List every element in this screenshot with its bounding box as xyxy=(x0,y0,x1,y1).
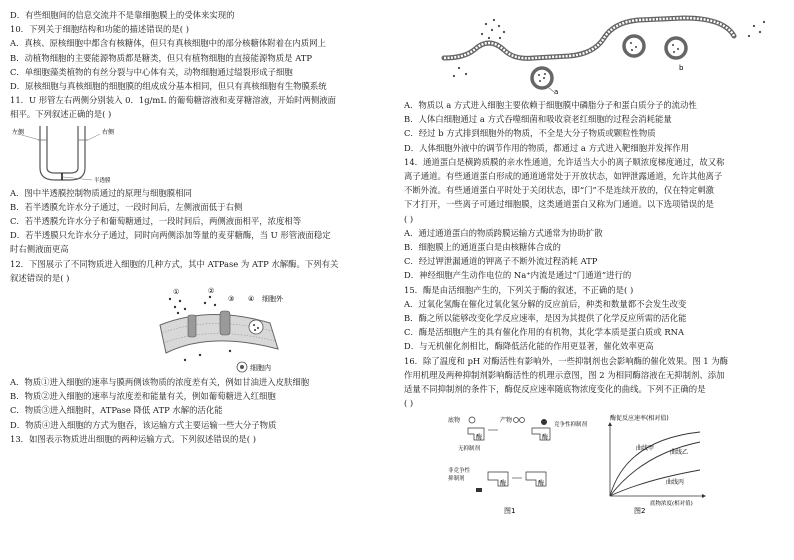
fig1-noncompetitive-label-2: 抑制剂 xyxy=(448,476,465,483)
q11-option-d-line1: D．若半透膜只允许水分子通过，同时向两侧添加等量的麦芽糖酶，当 U 形管液面稳定 xyxy=(10,230,331,241)
transport-label-4: ④ xyxy=(248,295,255,304)
q14-option-b: B．细胞膜上的通道蛋白是由核糖体合成的 xyxy=(404,242,561,253)
q15-option-c: C．酶是活细胞产生的具有催化作用的有机物，其化学本质是蛋白质或 RNA xyxy=(404,327,684,338)
q11-stem-line2: 相平。下列叙述正确的是( ) xyxy=(10,109,112,120)
q14-stem-line1: 14．通道蛋白是横跨质膜的亲水性通道，允许适当大小的离子顺浓度梯度通过，故又称 xyxy=(404,156,725,167)
fig1-caption: 图1 xyxy=(504,507,516,516)
q14-option-d: D．神经细胞产生动作电位的 Na⁺内流是通过“门通道”进行的 xyxy=(404,270,632,281)
right-column xyxy=(404,8,786,518)
q12-option-a: A．物质①进入细胞的速率与膜两侧该物质的浓度差有关，例如甘油进入皮肤细胞 xyxy=(10,377,310,388)
q10-stem: 10．下列关于细胞结构和功能的描述错误的是( ) xyxy=(10,24,189,35)
fig2-curve-b-label: 曲线乙 xyxy=(670,449,689,457)
transport-label-3: ③ xyxy=(228,295,235,304)
q15-stem: 15．酶是由活细胞产生的，下列关于酶的叙述，不正确的是( ) xyxy=(404,284,634,295)
fig2-curve-c-label: 曲线丙 xyxy=(666,479,685,487)
fig2-caption: 图2 xyxy=(634,507,646,516)
q12-stem-line2: 叙述错误的是( ) xyxy=(10,272,70,283)
q14-stem-line4: 下才打开，一些离子可通过细胞膜，这类通道蛋白又称为门通道。以下选项错误的是 xyxy=(404,199,714,210)
q12-stem-line1: 12．下图展示了不同物质进入细胞的几种方式，其中 ATPase 为 ATP 水解酶。下列有关 xyxy=(10,258,339,269)
fig1-enzyme-label-4: 酶 xyxy=(538,480,545,488)
q11-option-b: B．若半透膜允许水分子通过，一段时间后，左侧液面低于右侧 xyxy=(10,201,243,212)
q15-option-a: A．过氧化氢酶在催化过氧化氢分解的反应前后，种类和数量都不会发生改变 xyxy=(404,298,687,309)
enzyme-figures xyxy=(404,410,786,518)
q12-option-d: D．物质④进入细胞的方式为胞吞，该运输方式主要运输一些大分子物质 xyxy=(10,419,277,430)
q16-stem-line3: 适量不同抑制剂的条件下，酶促反应速率随底物浓度变化的曲线。下列不正确的是 xyxy=(404,384,706,395)
endo-exocytosis-diagram xyxy=(404,8,786,98)
q12-option-b: B．物质②进入细胞的速率与浓度差和能量有关，例如葡萄糖进入红细胞 xyxy=(10,391,276,402)
q9-option-d: D．有些细胞间的信息交流并不是靠细胞膜上的受体来实现的 xyxy=(10,10,235,20)
exocytosis-b-label: b xyxy=(679,64,684,72)
q13-option-a: A．物质以 a 方式进入细胞主要依赖于细胞膜中磷脂分子和蛋白质分子的流动性 xyxy=(404,100,697,110)
transport-label-2: ② xyxy=(208,287,215,296)
u-tube-left-label: 左侧 xyxy=(12,128,25,136)
transport-label-1: ① xyxy=(173,288,180,297)
q11-option-d-line2: 时右侧液面更高 xyxy=(10,244,69,255)
q13-stem: 13．如图表示物质进出细胞的两种运输方式。下列叙述错误的是( ) xyxy=(10,433,256,444)
u-tube-membrane-label: 半透膜 xyxy=(94,177,111,184)
q14-stem-line5: ( ) xyxy=(404,213,414,224)
fig1-substrate-label: 底物 xyxy=(448,417,461,425)
fig2-xlabel: 底物浓度(相对值) xyxy=(650,501,693,508)
enzyme-inhibitor-diagram xyxy=(404,410,786,518)
fig1-enzyme-label-1: 酶 xyxy=(476,434,483,442)
q10-option-a: A．真核、原核细胞中都含有核糖体，但只有真核细胞中的部分核糖体附着在内质网上 xyxy=(10,38,326,49)
u-tube-right-label: 右侧 xyxy=(102,128,115,136)
fig1-enzyme-label-2: 酶 xyxy=(542,434,549,442)
q12-option-c: C．物质③进入细胞时，ATPase 降低 ATP 水解的活化能 xyxy=(10,405,223,416)
fig1-enzyme-label-3: 酶 xyxy=(500,480,507,488)
endocytosis-a-label: a xyxy=(554,88,559,96)
inside-cell-label: 细胞内 xyxy=(250,364,271,373)
membrane-transport-diagram xyxy=(10,285,394,375)
q10-option-b: B．动植物细胞的主要能源物质都是糖类，但只有植物细胞的直接能源物质是 ATP xyxy=(10,52,312,63)
fig1-noncompetitive-label-1: 非竞争性 xyxy=(448,468,471,475)
u-tube-figure xyxy=(10,122,394,186)
q16-stem-line4: ( ) xyxy=(404,398,414,409)
fig1-competitive-label: 竞争性抑制剂 xyxy=(554,422,588,429)
q16-stem-line1: 16．除了温度和 pH 对酶活性有影响外，一些抑制剂也会影响酶的催化效果。图 1 为酶 xyxy=(404,355,729,366)
q13-option-c: C．经过 b 方式排到细胞外的物质，不全是大分子物质或颗粒性物质 xyxy=(404,128,656,139)
q11-stem-line1: 11．U 形管左右两侧分别装入 0．1g/mL 的葡萄糖溶液和麦芽糖溶液，开始时两侧液面 xyxy=(10,95,337,106)
fig1-no-inhibitor-label: 无抑制剂 xyxy=(458,446,481,453)
q11-option-c: C．若半透膜允许水分子和葡萄糖通过，一段时间后，两侧液面相平，浓度相等 xyxy=(10,216,302,227)
q10-option-d: D．原核细胞与真核细胞的细胞膜的组成成分基本相同，但只有真核细胞有生物膜系统 xyxy=(10,81,327,92)
fig1-product-label: 产物 xyxy=(500,417,513,425)
membrane-transport-figure xyxy=(10,285,394,375)
q14-stem-line3: 不断外流。有些通道蛋白平时处于关闭状态，即“门”不是连续开放的，仅在特定刺激 xyxy=(404,185,715,196)
left-column xyxy=(10,8,394,446)
q10-option-c: C．单细胞藻类植物的有丝分裂与中心体有关，动物细胞通过缢裂形成子细胞 xyxy=(10,66,293,77)
q14-option-a: A．通过通道蛋白的物质跨膜运输方式通常为协助扩散 xyxy=(404,227,603,238)
q16-stem-line2: 作用机理及两种抑制剂影响酶活性的机理示意图，图 2 为相同酶溶液在无抑制剂、添加 xyxy=(404,369,725,380)
q14-option-c: C．经过钾泄漏通道的钾离子不断外流过程消耗 ATP xyxy=(404,256,598,267)
u-tube-diagram xyxy=(10,122,150,186)
q11-option-a: A．图中半透膜控制物质通过的原理与细胞膜相同 xyxy=(10,187,192,198)
q13-option-d: D．人体细胞外液中的调节作用的物质，都通过 a 方式进入靶细胞并发挥作用 xyxy=(404,142,690,153)
q15-option-b: B．酶之所以能够改变化学反应速率，是因为其提供了化学反应所需的活化能 xyxy=(404,313,687,324)
fig2-curve-a-label: 曲线甲 xyxy=(636,445,655,453)
q14-stem-line2: 离子通道。有些通道蛋白形成的通道通常处于开放状态，如钾泄露通道，允许其他离子 xyxy=(404,171,723,182)
fig2-ylabel: 酶促反应速率(相对值) xyxy=(610,415,669,423)
outside-cell-label: 细胞外 xyxy=(262,295,283,304)
q15-option-d: D．与无机催化剂相比，酶降低活化能的作用更显著，催化效率更高 xyxy=(404,341,654,352)
q13-option-b: B．人体白细胞通过 a 方式吞噬细菌和吸收衰老红细胞的过程会消耗能量 xyxy=(404,114,672,125)
endo-exocytosis-figure xyxy=(404,8,786,98)
